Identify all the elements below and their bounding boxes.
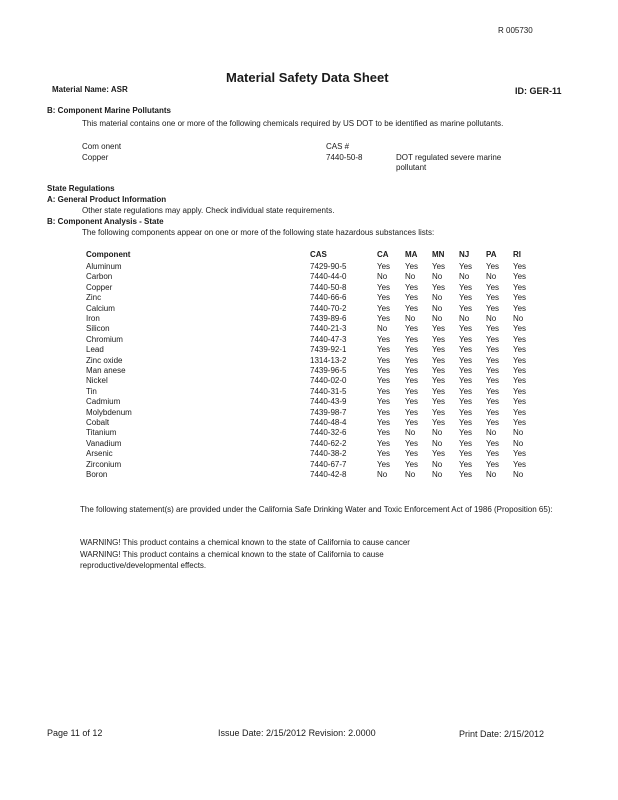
header-mn: MN <box>432 250 445 259</box>
cell-ri: Yes <box>513 366 527 375</box>
cell-component: Copper <box>86 282 113 292</box>
cell-pa: Yes <box>486 324 500 334</box>
cell-nj: Yes <box>459 366 473 375</box>
cell-ca: Yes <box>377 282 391 292</box>
cell-pa: Yes <box>486 345 500 355</box>
cell-nj: Yes <box>459 470 473 479</box>
cell-ca: Yes <box>377 407 391 417</box>
cell-cas: 7440-38-2 <box>310 449 347 459</box>
cell-component: Man anese <box>86 366 126 375</box>
table-row <box>0 335 618 346</box>
cell-mn: No <box>432 438 443 448</box>
cell-nj: Yes <box>459 334 473 344</box>
state-regulations-heading: State Regulations <box>47 184 115 193</box>
component-analysis-heading: B: Component Analysis - State <box>47 217 164 226</box>
cell-ri: Yes <box>513 282 527 292</box>
cell-mn: Yes <box>432 262 446 271</box>
document-reference: R 005730 <box>498 26 533 35</box>
footer-page-number: Page 11 of 12 <box>47 728 103 738</box>
cell-cas: 7440-66-6 <box>310 293 347 303</box>
cell-ma: Yes <box>405 262 419 271</box>
cell-cas: 7440-62-2 <box>310 438 347 448</box>
cell-ca: Yes <box>377 428 391 438</box>
header-ca: CA <box>377 250 389 259</box>
cell-cas: 7439-96-5 <box>310 366 347 375</box>
material-name: Material Name: ASR <box>52 85 128 94</box>
cell-cas: 7440-50-8 <box>310 282 347 292</box>
cell-nj: Yes <box>459 449 473 459</box>
cell-component: Cadmium <box>86 397 121 407</box>
table-row <box>0 314 618 325</box>
cell-ca: No <box>377 324 388 334</box>
cell-ca: No <box>377 272 388 282</box>
cell-nj: Yes <box>459 397 473 407</box>
cell-ma: Yes <box>405 303 419 313</box>
cell-ri: Yes <box>513 459 527 469</box>
cell-cas: 7440-32-6 <box>310 428 347 438</box>
cell-nj: Yes <box>459 459 473 469</box>
cell-component: Molybdenum <box>86 407 132 417</box>
prop65-intro: The following statement(s) are provided under the California Safe Drinking Water and Toxic Enforcement Act of 1986 (Proposition 65): <box>80 505 553 514</box>
cell-pa: Yes <box>486 366 500 375</box>
prop65-warning-cancer: WARNING! This product contains a chemical known to the state of California to cause cancer <box>80 538 410 547</box>
cell-ma: No <box>405 428 416 438</box>
cell-cas: 7440-02-0 <box>310 376 347 386</box>
header-ri: RI <box>513 250 521 259</box>
cell-ri: Yes <box>513 407 527 417</box>
cell-pa: No <box>486 470 497 479</box>
cell-component: Titanium <box>86 428 117 438</box>
cell-ma: Yes <box>405 397 419 407</box>
cell-nj: No <box>459 272 470 282</box>
marine-row-component: Copper <box>82 153 109 162</box>
component-analysis-text: The following components appear on one or more of the following state hazardous substances lists: <box>82 228 435 237</box>
cell-ri: Yes <box>513 303 527 313</box>
marine-col-cas: CAS # <box>326 142 350 151</box>
cell-ri: Yes <box>513 418 527 427</box>
cell-ma: Yes <box>405 334 419 344</box>
cell-component: Chromium <box>86 334 123 344</box>
cell-cas: 7440-43-9 <box>310 397 347 407</box>
table-row <box>0 272 618 283</box>
cell-component: Zirconium <box>86 459 122 469</box>
table-row <box>0 366 618 377</box>
cell-cas: 7439-89-6 <box>310 314 347 323</box>
cell-cas: 7440-31-5 <box>310 386 347 396</box>
cell-component: Carbon <box>86 272 113 282</box>
table-header-row <box>0 250 618 261</box>
table-row <box>0 345 618 356</box>
table-row <box>0 470 618 481</box>
cell-component: Boron <box>86 470 108 479</box>
cell-mn: Yes <box>432 449 446 459</box>
cell-ri: Yes <box>513 324 527 334</box>
cell-mn: Yes <box>432 355 446 365</box>
cell-ri: No <box>513 428 524 438</box>
cell-mn: Yes <box>432 345 446 355</box>
cell-cas: 1314-13-2 <box>310 355 347 365</box>
cell-cas: 7439-98-7 <box>310 407 347 417</box>
cell-ri: Yes <box>513 345 527 355</box>
cell-ma: Yes <box>405 366 419 375</box>
cell-ca: Yes <box>377 397 391 407</box>
cell-pa: No <box>486 314 497 323</box>
cell-ca: Yes <box>377 459 391 469</box>
table-row <box>0 460 618 471</box>
cell-ma: Yes <box>405 355 419 365</box>
table-row <box>0 439 618 450</box>
table-row <box>0 428 618 439</box>
marine-pollutants-text: This material contains one or more of the following chemicals required by US DOT to be identified as marine pollutants. <box>82 119 504 128</box>
cell-mn: No <box>432 470 443 479</box>
cell-nj: Yes <box>459 324 473 334</box>
cell-ma: No <box>405 272 416 282</box>
header-pa: PA <box>486 250 497 259</box>
cell-mn: Yes <box>432 418 446 427</box>
cell-cas: 7439-92-1 <box>310 345 347 355</box>
table-row <box>0 449 618 460</box>
general-info-text: Other state regulations may apply. Check individual state requirements. <box>82 206 335 215</box>
cell-ri: Yes <box>513 376 527 386</box>
general-info-heading: A: General Product Information <box>47 195 167 204</box>
cell-component: Iron <box>86 314 100 323</box>
cell-mn: No <box>432 314 443 323</box>
cell-pa: Yes <box>486 449 500 459</box>
marine-pollutants-heading: B: Component Marine Pollutants <box>47 106 171 115</box>
cell-ca: Yes <box>377 366 391 375</box>
cell-pa: Yes <box>486 303 500 313</box>
cell-nj: Yes <box>459 407 473 417</box>
cell-ri: Yes <box>513 293 527 303</box>
cell-pa: Yes <box>486 293 500 303</box>
cell-mn: Yes <box>432 407 446 417</box>
cell-ca: Yes <box>377 438 391 448</box>
cell-ma: Yes <box>405 386 419 396</box>
table-row <box>0 397 618 408</box>
cell-cas: 7440-67-7 <box>310 459 347 469</box>
cell-nj: Yes <box>459 355 473 365</box>
cell-pa: Yes <box>486 262 500 271</box>
table-row <box>0 387 618 398</box>
cell-component: Nickel <box>86 376 108 386</box>
cell-mn: Yes <box>432 334 446 344</box>
cell-ca: Yes <box>377 345 391 355</box>
cell-component: Zinc oxide <box>86 355 123 365</box>
cell-component: Vanadium <box>86 438 122 448</box>
cell-ri: Yes <box>513 449 527 459</box>
cell-mn: Yes <box>432 282 446 292</box>
cell-pa: Yes <box>486 386 500 396</box>
cell-ma: No <box>405 314 416 323</box>
cell-mn: No <box>432 293 443 303</box>
cell-ri: No <box>513 470 524 479</box>
cell-component: Calcium <box>86 303 115 313</box>
document-id: ID: GER-11 <box>515 86 562 96</box>
cell-nj: Yes <box>459 345 473 355</box>
cell-pa: Yes <box>486 397 500 407</box>
cell-nj: Yes <box>459 293 473 303</box>
cell-nj: Yes <box>459 438 473 448</box>
cell-mn: No <box>432 428 443 438</box>
table-row <box>0 324 618 335</box>
cell-nj: Yes <box>459 386 473 396</box>
cell-ma: Yes <box>405 345 419 355</box>
cell-pa: Yes <box>486 418 500 427</box>
cell-ca: Yes <box>377 418 391 427</box>
cell-cas: 7440-42-8 <box>310 470 347 479</box>
cell-mn: Yes <box>432 366 446 375</box>
cell-nj: Yes <box>459 282 473 292</box>
table-row <box>0 283 618 294</box>
cell-ca: No <box>377 470 388 479</box>
cell-ri: Yes <box>513 334 527 344</box>
cell-cas: 7440-47-3 <box>310 334 347 344</box>
cell-pa: No <box>486 272 497 282</box>
marine-row-note: DOT regulated severe marine pollutant <box>396 153 502 172</box>
header-nj: NJ <box>459 250 470 259</box>
cell-ma: Yes <box>405 376 419 386</box>
cell-ma: Yes <box>405 282 419 292</box>
table-row <box>0 408 618 419</box>
cell-pa: No <box>486 428 497 438</box>
cell-nj: Yes <box>459 428 473 438</box>
cell-ca: Yes <box>377 386 391 396</box>
cell-pa: Yes <box>486 282 500 292</box>
marine-row-cas: 7440-50-8 <box>326 153 363 162</box>
cell-pa: Yes <box>486 438 500 448</box>
footer-print-date: Print Date: 2/15/2012 <box>459 729 545 739</box>
cell-pa: Yes <box>486 407 500 417</box>
cell-nj: No <box>459 314 470 323</box>
cell-ri: No <box>513 314 524 323</box>
cell-ca: Yes <box>377 262 391 271</box>
footer-issue-date: Issue Date: 2/15/2012 Revision: 2.0000 <box>218 728 376 738</box>
cell-ma: Yes <box>405 418 419 427</box>
cell-ma: Yes <box>405 407 419 417</box>
cell-mn: Yes <box>432 397 446 407</box>
cell-component: Tin <box>86 386 97 396</box>
table-row <box>0 293 618 304</box>
cell-nj: Yes <box>459 262 473 271</box>
cell-component: Arsenic <box>86 449 113 459</box>
cell-ca: Yes <box>377 314 391 323</box>
table-row <box>0 376 618 387</box>
cell-pa: Yes <box>486 459 500 469</box>
cell-ri: Yes <box>513 262 527 271</box>
marine-col-component: Com onent <box>82 142 122 151</box>
cell-pa: Yes <box>486 355 500 365</box>
header-component: Component <box>86 250 131 259</box>
cell-cas: 7440-48-4 <box>310 418 347 427</box>
table-row <box>0 418 618 429</box>
cell-mn: No <box>432 272 443 282</box>
table-row <box>0 356 618 367</box>
cell-ca: Yes <box>377 303 391 313</box>
cell-mn: No <box>432 459 443 469</box>
cell-nj: Yes <box>459 376 473 386</box>
cell-ca: Yes <box>377 376 391 386</box>
cell-ri: Yes <box>513 355 527 365</box>
cell-ma: No <box>405 470 416 479</box>
cell-ri: Yes <box>513 397 527 407</box>
table-row <box>0 304 618 315</box>
cell-cas: 7440-44-0 <box>310 272 347 282</box>
cell-pa: Yes <box>486 376 500 386</box>
page-title: Material Safety Data Sheet <box>226 70 389 85</box>
cell-ri: No <box>513 438 524 448</box>
cell-ca: Yes <box>377 293 391 303</box>
header-cas: CAS <box>310 250 327 259</box>
cell-component: Cobalt <box>86 418 110 427</box>
table-row <box>0 262 618 273</box>
cell-ma: Yes <box>405 449 419 459</box>
cell-nj: Yes <box>459 418 473 427</box>
cell-ma: Yes <box>405 293 419 303</box>
cell-mn: No <box>432 303 443 313</box>
cell-ri: Yes <box>513 272 527 282</box>
cell-mn: Yes <box>432 324 446 334</box>
cell-component: Aluminum <box>86 262 122 271</box>
cell-ca: Yes <box>377 449 391 459</box>
cell-nj: Yes <box>459 303 473 313</box>
cell-ma: Yes <box>405 438 419 448</box>
cell-component: Silicon <box>86 324 110 334</box>
cell-ca: Yes <box>377 334 391 344</box>
cell-cas: 7429-90-5 <box>310 262 347 271</box>
prop65-warning-reproductive: WARNING! This product contains a chemical known to the state of California to cause reproductive/developmental effects. <box>80 550 384 570</box>
header-ma: MA <box>405 250 418 259</box>
cell-ma: Yes <box>405 324 419 334</box>
cell-component: Lead <box>86 345 104 355</box>
cell-ca: Yes <box>377 355 391 365</box>
cell-cas: 7440-70-2 <box>310 303 347 313</box>
cell-mn: Yes <box>432 376 446 386</box>
cell-pa: Yes <box>486 334 500 344</box>
cell-cas: 7440-21-3 <box>310 324 347 334</box>
cell-ma: Yes <box>405 459 419 469</box>
cell-component: Zinc <box>86 293 102 303</box>
cell-mn: Yes <box>432 386 446 396</box>
cell-ri: Yes <box>513 386 527 396</box>
